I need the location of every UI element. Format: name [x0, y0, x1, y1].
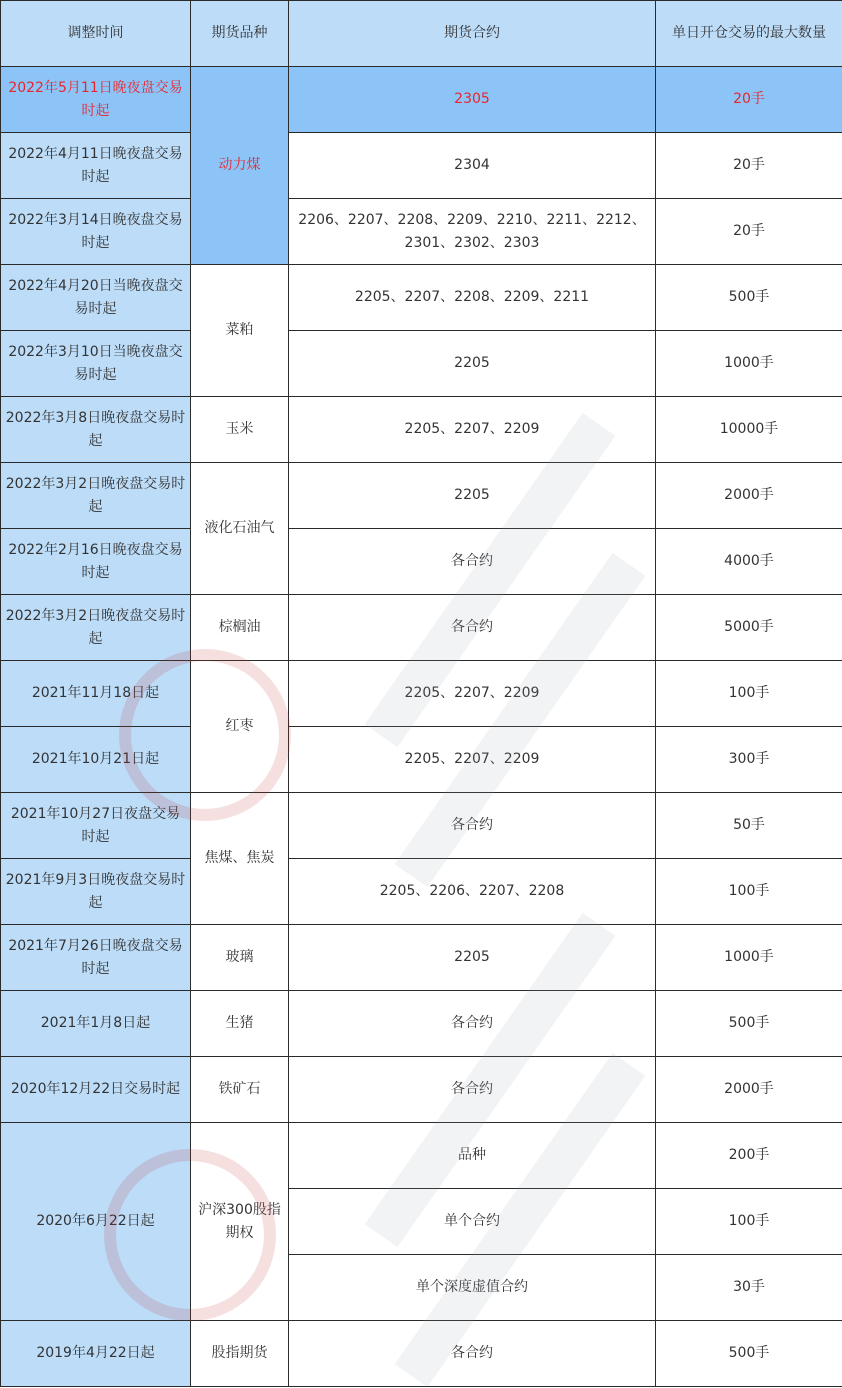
contract-cell: 各合约 — [289, 1321, 656, 1387]
contract-cell: 各合约 — [289, 793, 656, 859]
time-cell: 2021年7月26日晚夜盘交易时起 — [1, 925, 191, 991]
table-row — [1, 331, 842, 397]
table-row — [1, 133, 842, 199]
header-max-quantity: 单日开仓交易的最大数量 — [656, 1, 842, 67]
contract-cell: 2205 — [289, 925, 656, 991]
contract-cell: 2205 — [289, 463, 656, 529]
limit-cell: 10000手 — [656, 397, 842, 463]
time-cell: 2022年3月14日晚夜盘交易时起 — [1, 199, 191, 265]
contract-cell: 品种 — [289, 1123, 656, 1189]
variety-cell: 玉米 — [191, 397, 289, 463]
contract-cell: 2205、2207、2208、2209、2211 — [289, 265, 656, 331]
variety-cell: 菜粕 — [191, 265, 289, 397]
variety-cell: 液化石油气 — [191, 463, 289, 595]
time-cell: 2021年10月21日起 — [1, 727, 191, 793]
limit-cell: 20手 — [656, 133, 842, 199]
time-cell: 2020年12月22日交易时起 — [1, 1057, 191, 1123]
limit-cell: 100手 — [656, 859, 842, 925]
time-cell: 2021年10月27日夜盘交易时起 — [1, 793, 191, 859]
contract-cell: 单个合约 — [289, 1189, 656, 1255]
variety-cell: 沪深300股指期权 — [191, 1123, 289, 1321]
table-row — [1, 991, 842, 1057]
table-row — [1, 1057, 842, 1123]
table-row — [1, 67, 842, 133]
time-cell: 2021年11月18日起 — [1, 661, 191, 727]
limit-cell: 1000手 — [656, 925, 842, 991]
contract-cell: 各合约 — [289, 991, 656, 1057]
time-cell: 2022年3月2日晚夜盘交易时起 — [1, 595, 191, 661]
contract-cell: 各合约 — [289, 595, 656, 661]
limit-cell: 100手 — [656, 1189, 842, 1255]
table-row — [1, 529, 842, 595]
time-cell: 2022年3月8日晚夜盘交易时起 — [1, 397, 191, 463]
limit-cell: 50手 — [656, 793, 842, 859]
time-cell: 2022年3月10日当晚夜盘交易时起 — [1, 331, 191, 397]
header-adjust-time: 调整时间 — [1, 1, 191, 67]
contract-cell: 2206、2207、2208、2209、2210、2211、2212、2301、2302、2303 — [289, 199, 656, 265]
variety-cell: 铁矿石 — [191, 1057, 289, 1123]
table-row — [1, 1321, 842, 1387]
time-cell: 2022年5月11日晚夜盘交易时起 — [1, 67, 191, 133]
table-row — [1, 199, 842, 265]
table-row — [1, 925, 842, 991]
time-cell: 2022年4月11日晚夜盘交易时起 — [1, 133, 191, 199]
limit-cell: 4000手 — [656, 529, 842, 595]
time-cell: 2022年2月16日晚夜盘交易时起 — [1, 529, 191, 595]
header-contract: 期货合约 — [289, 1, 656, 67]
limit-cell: 500手 — [656, 265, 842, 331]
table-row — [1, 727, 842, 793]
table-row — [1, 265, 842, 331]
contract-cell: 2205、2207、2209 — [289, 727, 656, 793]
variety-cell: 棕榈油 — [191, 595, 289, 661]
limit-cell: 20手 — [656, 67, 842, 133]
limit-cell: 100手 — [656, 661, 842, 727]
table-row — [1, 595, 842, 661]
time-cell: 2022年4月20日当晚夜盘交易时起 — [1, 265, 191, 331]
variety-cell: 股指期货 — [191, 1321, 289, 1387]
limit-cell: 500手 — [656, 991, 842, 1057]
time-cell: 2020年6月22日起 — [1, 1123, 191, 1321]
variety-cell: 红枣 — [191, 661, 289, 793]
time-cell: 2021年9月3日晚夜盘交易时起 — [1, 859, 191, 925]
variety-cell: 焦煤、焦炭 — [191, 793, 289, 925]
variety-cell: 动力煤 — [191, 67, 289, 265]
contract-cell: 2304 — [289, 133, 656, 199]
time-cell: 2019年4月22日起 — [1, 1321, 191, 1387]
contract-cell: 2205 — [289, 331, 656, 397]
table-row — [1, 1123, 842, 1189]
limit-cell: 20手 — [656, 199, 842, 265]
table-row — [1, 463, 842, 529]
limit-cell: 500手 — [656, 1321, 842, 1387]
limit-cell: 5000手 — [656, 595, 842, 661]
limit-cell: 1000手 — [656, 331, 842, 397]
table-row — [1, 661, 842, 727]
limit-cell: 200手 — [656, 1123, 842, 1189]
contract-cell: 各合约 — [289, 529, 656, 595]
time-cell: 2022年3月2日晚夜盘交易时起 — [1, 463, 191, 529]
variety-cell: 玻璃 — [191, 925, 289, 991]
contract-cell: 2305 — [289, 67, 656, 133]
table-row — [1, 397, 842, 463]
limit-cell: 2000手 — [656, 1057, 842, 1123]
table-row — [1, 859, 842, 925]
contract-cell: 2205、2207、2209 — [289, 661, 656, 727]
limit-cell: 30手 — [656, 1255, 842, 1321]
header-row — [1, 1, 842, 67]
table-row — [1, 793, 842, 859]
limit-cell: 2000手 — [656, 463, 842, 529]
contract-cell: 2205、2206、2207、2208 — [289, 859, 656, 925]
limit-cell: 300手 — [656, 727, 842, 793]
contract-cell: 2205、2207、2209 — [289, 397, 656, 463]
time-cell: 2021年1月8日起 — [1, 991, 191, 1057]
variety-cell: 生猪 — [191, 991, 289, 1057]
contract-cell: 单个深度虚值合约 — [289, 1255, 656, 1321]
header-variety: 期货品种 — [191, 1, 289, 67]
contract-cell: 各合约 — [289, 1057, 656, 1123]
